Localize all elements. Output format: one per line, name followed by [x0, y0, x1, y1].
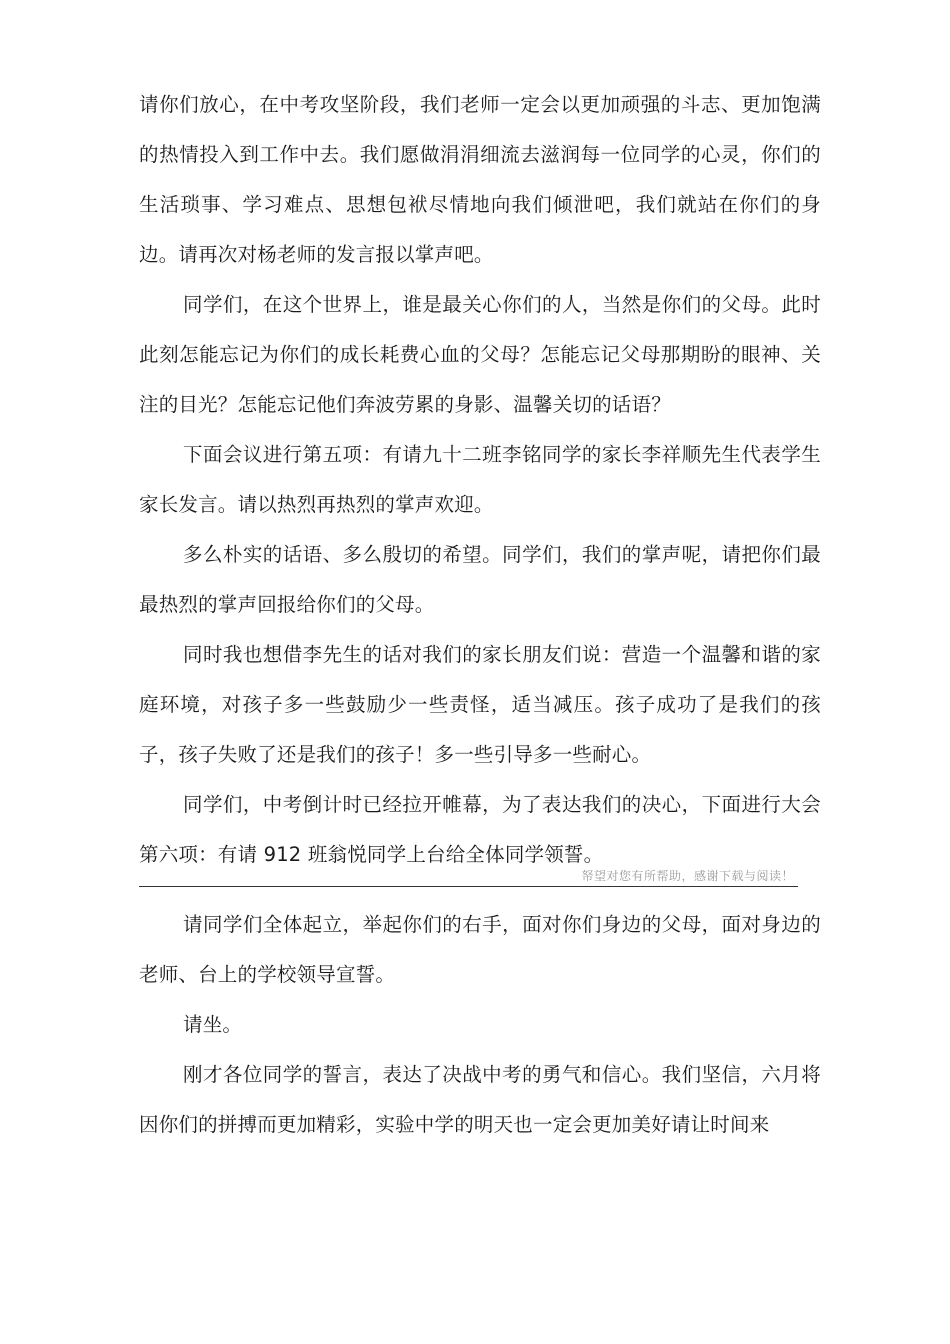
paragraph: 请坐。: [183, 1013, 243, 1036]
paragraph: 多么朴实的话语、多么殷切的希望。同学们，我们的掌声呢，请把你们最最热烈的掌声回报给你们的父母。: [139, 543, 821, 616]
paragraph: 同学们，中考倒计时已经拉开帷幕，为了表达我们的决心，下面进行大会第六项：有请 912 班翁悦同学上台给全体同学领誓。: [139, 793, 821, 866]
footer-note: 帑望对您有所帮助，感谢下载与阅读！: [581, 869, 794, 883]
paragraph: 下面会议进行第五项：有请九十二班李铭同学的家长李祥顺先生代表学生家长发言。请以热烈再热烈的掌声欢迎。: [139, 443, 821, 516]
paragraph: 同时我也想借李先生的话对我们的家长朋友们说：营造一个温馨和谐的家庭环境，对孩子多一些鼓励少一些责怪，适当减压。孩子成功了是我们的孩子，孩子失败了还是我们的孩子！多一些引导多一些耐心。: [139, 643, 821, 766]
paragraph: 同学们，在这个世界上，谁是最关心你们的人，当然是你们的父母。此时此刻怎能忘记为你们的成长耗费心血的父母？怎能忘记父母那期盼的眼神、关注的目光？怎能忘记他们奔波劳累的身影、温馨关切的话语？: [139, 293, 821, 416]
paragraph: 刚才各位同学的誓言，表达了决战中考的勇气和信心。我们坚信，六月将因你们的拼搏而更加精彩，实验中学的明天也一定会更加美好请让时间来: [139, 1063, 821, 1136]
page-body-top: [139, 80, 821, 880]
page-footer: [139, 866, 798, 887]
paragraph: 请同学们全体起立，举起你们的右手，面对你们身边的父母，面对身边的老师、台上的学校领导宣誓。: [139, 913, 821, 986]
paragraph: 请你们放心，在中考攻坚阶段，我们老师一定会以更加顽强的斗志、更加饱满的热情投入到工作中去。我们愿做涓涓细流去滋润每一位同学的心灵，你们的生活琐事、学习难点、思想包袱尽情地向我们倾泄吧，我们就站在你们的身边。请再次对杨老师的发言报以掌声吧。: [139, 93, 821, 266]
page-body-bottom: [139, 900, 821, 1150]
